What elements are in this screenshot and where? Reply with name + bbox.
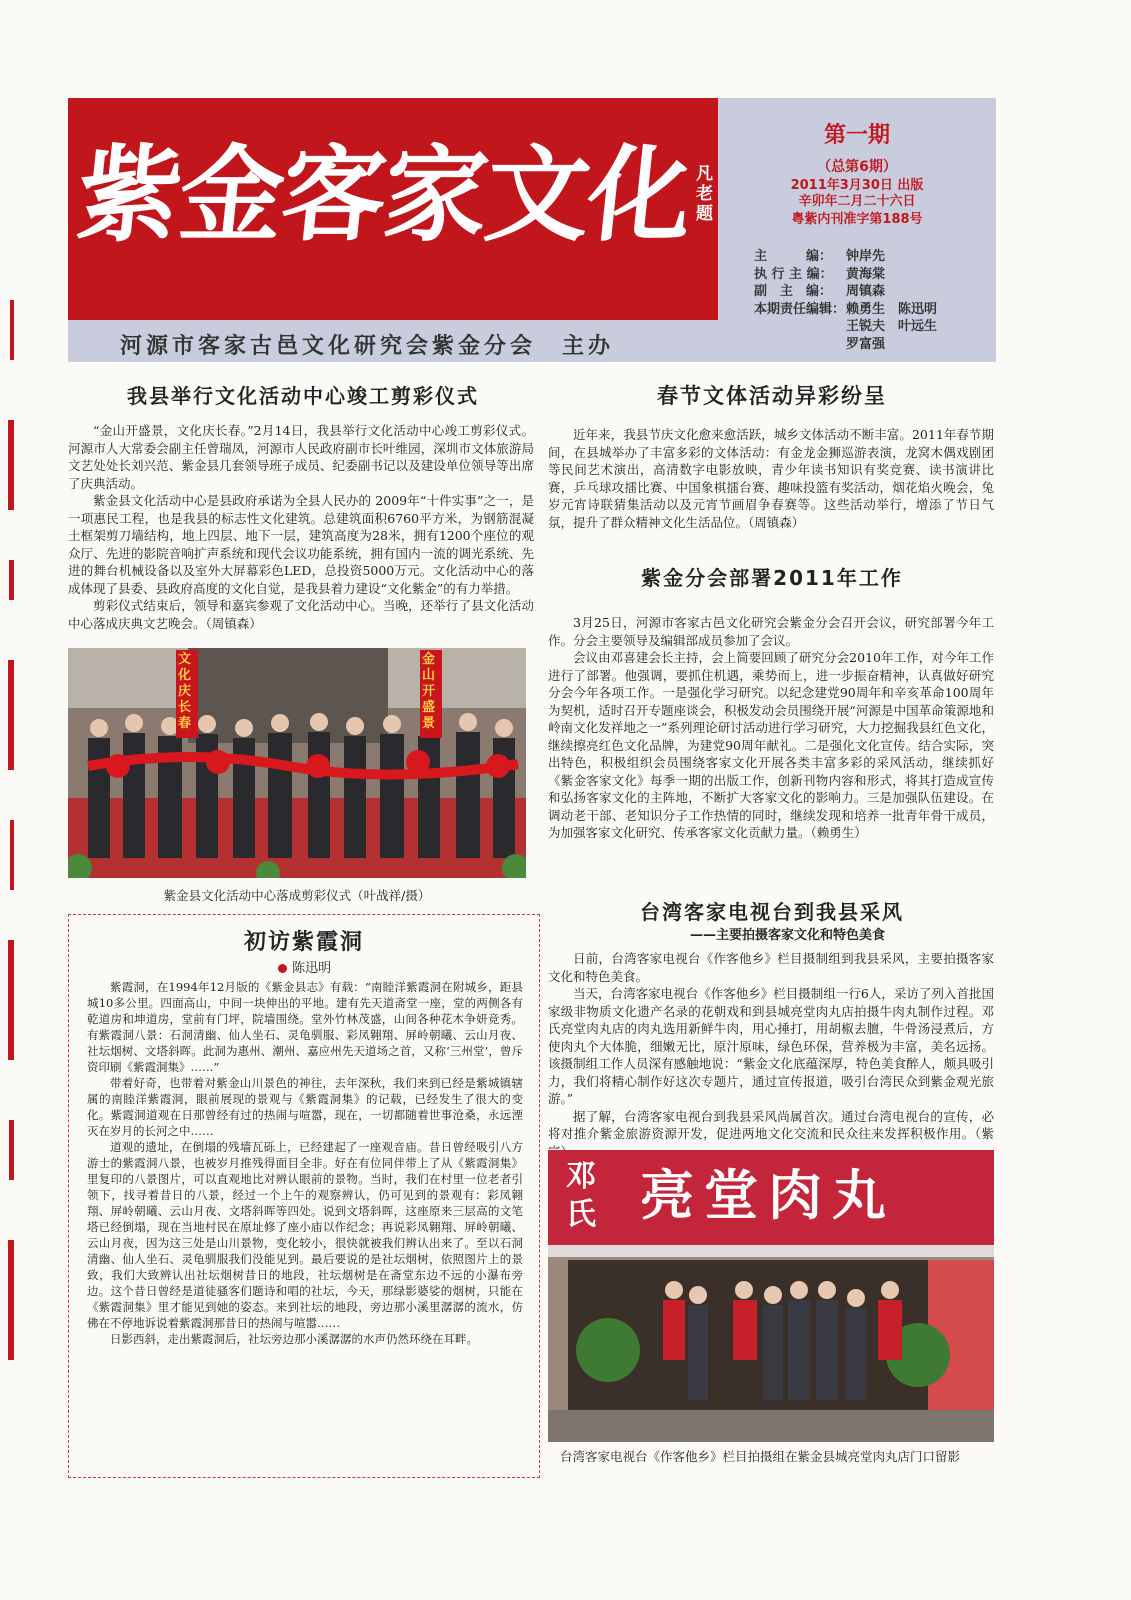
article4-paragraph: 当天，台湾客家电视台《作客他乡》栏目摄制组一行6人，采访了列入首批国家级非物质文化遗产名录的花朝戏和到县城亮堂肉丸店拍摄牛肉丸制作过程。邓氏亮堂肉丸店的肉丸选用新鲜牛肉，用心捶打，用胡椒去膻，牛骨汤浸煮后，方使肉丸个大体脆，细嫩无比，原汁原味，绿色环保，营养极为丰富，美名远扬。该摄制组工作人员深有感触地说：“紫金文化底蕴深厚，特色美食醉人，颇具吸引力，我们将精心制作好这次专题片，通过宣传报道，吸引台湾民众到紫金观光旅游。” [548, 986, 994, 1106]
banner-left: 文化庆长春 [178, 652, 192, 731]
article4-paragraph: 日前，台湾客家电视台《作客他乡》栏目摄制组到我县采风，主要拍摄客家文化和特色美食。 [548, 951, 994, 984]
article5-title: 初访紫霞洞 [243, 930, 364, 955]
article3-paragraph: 3月25日，河源市客家古邑文化研究会紫金分会召开会议，研究部署今年工作。分会主要领导及编辑部成员参加了会议。 [548, 615, 994, 648]
article4-title: 台湾客家电视台到我县采风 [640, 900, 904, 924]
staff-row: 副 主 编： 周镇森 [754, 284, 886, 299]
shop-sign-family: 邓氏 [566, 1159, 596, 1232]
ribbon-cutting-caption: 紫金县文化活动中心落成剪彩仪式（叶战祥/摄） [163, 888, 431, 903]
issue-number: 第一期 [823, 123, 890, 148]
article4-body [548, 950, 994, 1160]
issue-info-box [718, 98, 996, 362]
ribbon-cutting-photo [68, 648, 526, 878]
staff-row: 主 编： 钟岸先 [754, 249, 886, 264]
article2-paragraph: 近年来，我县节庆文化愈来愈活跃，城乡文体活动不断丰富。2011年春节期间，在县城举办了丰富多彩的文体活动：有金龙金狮巡游表演，龙窝木偶戏剧团等民间艺术演出，高清数字电影放映，青少年读书知识有奖竞赛、读书演讲比赛，乒乓球攻擂比赛、中国象棋擂台赛、趣味投篮有奖活动，烟花焰火晚会，兔岁元宵诗联猜集活动以及元宵节画眉争春赛等。这些活动举行，增添了节日气氛，提升了群众精神文化生活品位。（周镇森） [548, 427, 994, 530]
article2-body [548, 426, 994, 531]
article3-title: 紫金分会部署2011年工作 [641, 566, 903, 590]
article4-paragraph: 据了解，台湾客家电视台到我县采风尚属首次。通过台湾电视台的宣传，必将对推介紫金旅游资源开发，促进两地文化交流和民众往来发挥积极作用。（紫 [548, 1108, 994, 1141]
article1-paragraph: “金山开盛景，文化庆长春。”2月14日，我县举行文化活动中心竣工剪彩仪式。河源市人大常委会副主任曾瑞凤，河源市人民政府副市长叶维园，深圳市文体旅游局文艺处处长刘兴范、紫金县几套领导班子成员、纪委副书记以及建设单位领导等出席了庆典活动。 [68, 423, 534, 491]
issue-lunar-date: 辛卯年二月二十六日 [798, 194, 916, 209]
staff-row: 王锐夫 叶远生 [846, 319, 938, 334]
article4-subtitle: ——主要拍摄客家文化和特色美食 [690, 928, 886, 943]
binding-edge [0, 300, 28, 1400]
article5-author: 陈迅明 [292, 961, 332, 976]
masthead [68, 98, 718, 320]
issue-total: （总第6期） [817, 159, 897, 175]
host-organization: 河源市客家古邑文化研究会紫金分会 主办 [120, 334, 615, 359]
shop-sign: 亮堂肉丸 [640, 1164, 896, 1227]
article5-box [68, 914, 540, 1478]
issue-date: 2011年3月30日 出版 [790, 178, 924, 193]
newspaper-title: 紫金客家文化 [71, 133, 697, 256]
article5-byline [69, 957, 539, 976]
article5-paragraph: 带着好奇，也带着对紫金山川景色的神往，去年深秋，我们来到已经是紫城镇辖属的南睦洋紫霞洞，眼前展现的景观与《紫霞洞集》的记载，已经发生了很大的变化。紫霞洞道观在日那曾经有过的热闹与喧嚣，现在，一切都随着世事沧桑，永远湮灭在岁月的长河之中…… [87, 1076, 523, 1138]
article5-paragraph: 日影西斜，走出紫霞洞后，社坛旁边那小溪潺潺的水声仍然环绕在耳畔。 [110, 1332, 478, 1346]
staff-list [754, 248, 937, 353]
staff-row: 本期责任编辑： 赖勇生 陈迅明 [754, 301, 938, 317]
article3-paragraph: 会议由邓喜建会长主持，会上简要回顾了研究分会2010年工作，对今年工作进行了部署。他强调，要抓住机遇，乘势而上，进一步振奋精神，认真做好研究分会今年各项工作。一是强化学习研究。以纪念建党90周年和辛亥革命100周年为契机，适时召开专题座谈会，积极发动会员围绕开展“河源是中国革命策源地和岭南文化发祥地之一”系列理论研讨活动进行学习研究，大力挖掘我县红色文化，继续擦亮红色文化品牌，为建党90周年献礼。二是强化文化宣传。结合实际，突出特色，积极组织会员围绕客家文化开展各类丰富多彩的采风活动，继续抓好《紫金客家文化》每季一期的出版工作，创新刊物内容和形式，将其打造成宣传和弘扬客家文化的主阵地，不断扩大客家文化的影响力。三是加强队伍建设。在调动老干部、老知识分子工作热情的同时，继续发现和培养一批青年骨干成员，为加强客家文化研究、传承客家文化贡献力量。（赖勇生） [548, 650, 994, 840]
staff-row: 执 行 主 编： 黄海棠 [754, 266, 886, 282]
staff-row: 罗富强 [846, 336, 886, 352]
calligrapher-signature: 凡老题 [696, 164, 713, 224]
article1-paragraph: 剪彩仪式结束后，领导和嘉宾参观了文化活动中心。当晚，还举行了县文化活动中心落成庆典文艺晚会。（周镇森） [68, 598, 534, 631]
meatball-shop-caption: 台湾客家电视台《作客他乡》栏目拍摄组在紫金县城亮堂肉丸店门口留影 [560, 1449, 961, 1464]
article5-body [87, 979, 523, 1347]
article3-body [548, 614, 994, 842]
issue-permit: 粤紫内刊准字第188号 [791, 212, 923, 227]
article1-paragraph: 紫金县文化活动中心是县政府承诺为全县人民办的 2009年“十件实事”之一，是一项惠民工程，也是我县的标志性文化建筑。总建筑面积6760平方米，为钢筋混凝土框架剪刀墙结构，地上四层、地下一层，建筑高度为28米，拥有1200个座位的观众厅、先进的影院音响扩声系统和现代会议功能系统，拥有国内一流的调光系统、先进的舞台机械设备以及室外大屏幕彩色LED，总投资5000万元。文化活动中心的落成体现了县委、县政府高度的文化自觉，是我县着力建设“文化紫金”的有力举措。 [68, 493, 534, 596]
host-band [68, 320, 718, 362]
article5-paragraph: 道观的遗址，在倒塌的残墙瓦砾上，已经建起了一座观音庙。昔日曾经吸引八方游士的紫霞洞八景，也被岁月推残得面目全非。好在有位同伴带上了从《紫霞洞集》里复印的八景图片，可以直观地比对辨认眼前的景物。当时，我们在村里一位老者引领下，找寻着昔日的八景，经过一个上午的观察辨认，仍可见到的景观有：彩凤翱翔、屏岭朝曦、云山月夜、文塔斜晖等四处。说到文塔斜晖，这座原来三层高的文笔塔已经倒塌，现在当地村民在原址修了座小庙以作纪念；再说彩凤翱翔、屏岭朝曦、云山月夜，因为这三处是山川景物，变化较小，很快就被我们辨认出来了。至以石洞清幽、仙人坐石、灵龟驯服我们没能见到。最后要说的是社坛烟树，依照图片上的景致，我们大致辨认出社坛烟树昔日的地段，社坛烟树是在斋堂东边不远的小瀑布旁边。这个昔日曾经是道徒骚客们题诗和唱的社坛，今天，那绿影婆娑的烟树，只能在《紫霞洞集》里才能见到她的姿态。来到社坛的地段，旁边那小溪里潺潺的流水，仿佛在不停地诉说着紫霞洞那昔日的热闹与喧嚣…… [87, 1140, 523, 1330]
article1-body [68, 422, 534, 632]
meatball-shop-photo [548, 1150, 994, 1442]
article2-title: 春节文体活动异彩纷呈 [657, 384, 887, 408]
banner-right: 金山开盛景 [422, 652, 436, 731]
author-marker-icon [278, 964, 287, 973]
article1-title: 我县举行文化活动中心竣工剪彩仪式 [127, 384, 479, 408]
article5-paragraph: 紫霞洞，在1994年12月版的《紫金县志》有载：“南睦洋紫霞洞在附城乡，距县城10多公里。四面高山，中间一块伸出的平地。建有先天道斋堂一座，堂的两侧各有乾道房和坤道房，堂前有门坪，院墙围绕。堂外竹林茂盛，山间各种花木争妍竞秀。有紫霞洞八景：石洞清幽、仙人坐石、灵龟驯服、彩凤翱翔、屏岭朝曦、云山月夜、社坛烟树、文塔斜晖。此洞为惠州、潮州、嘉应州先天道场之首，又称‘三州堂’，曾斥资印刷《紫霞洞集》……” [87, 980, 523, 1074]
